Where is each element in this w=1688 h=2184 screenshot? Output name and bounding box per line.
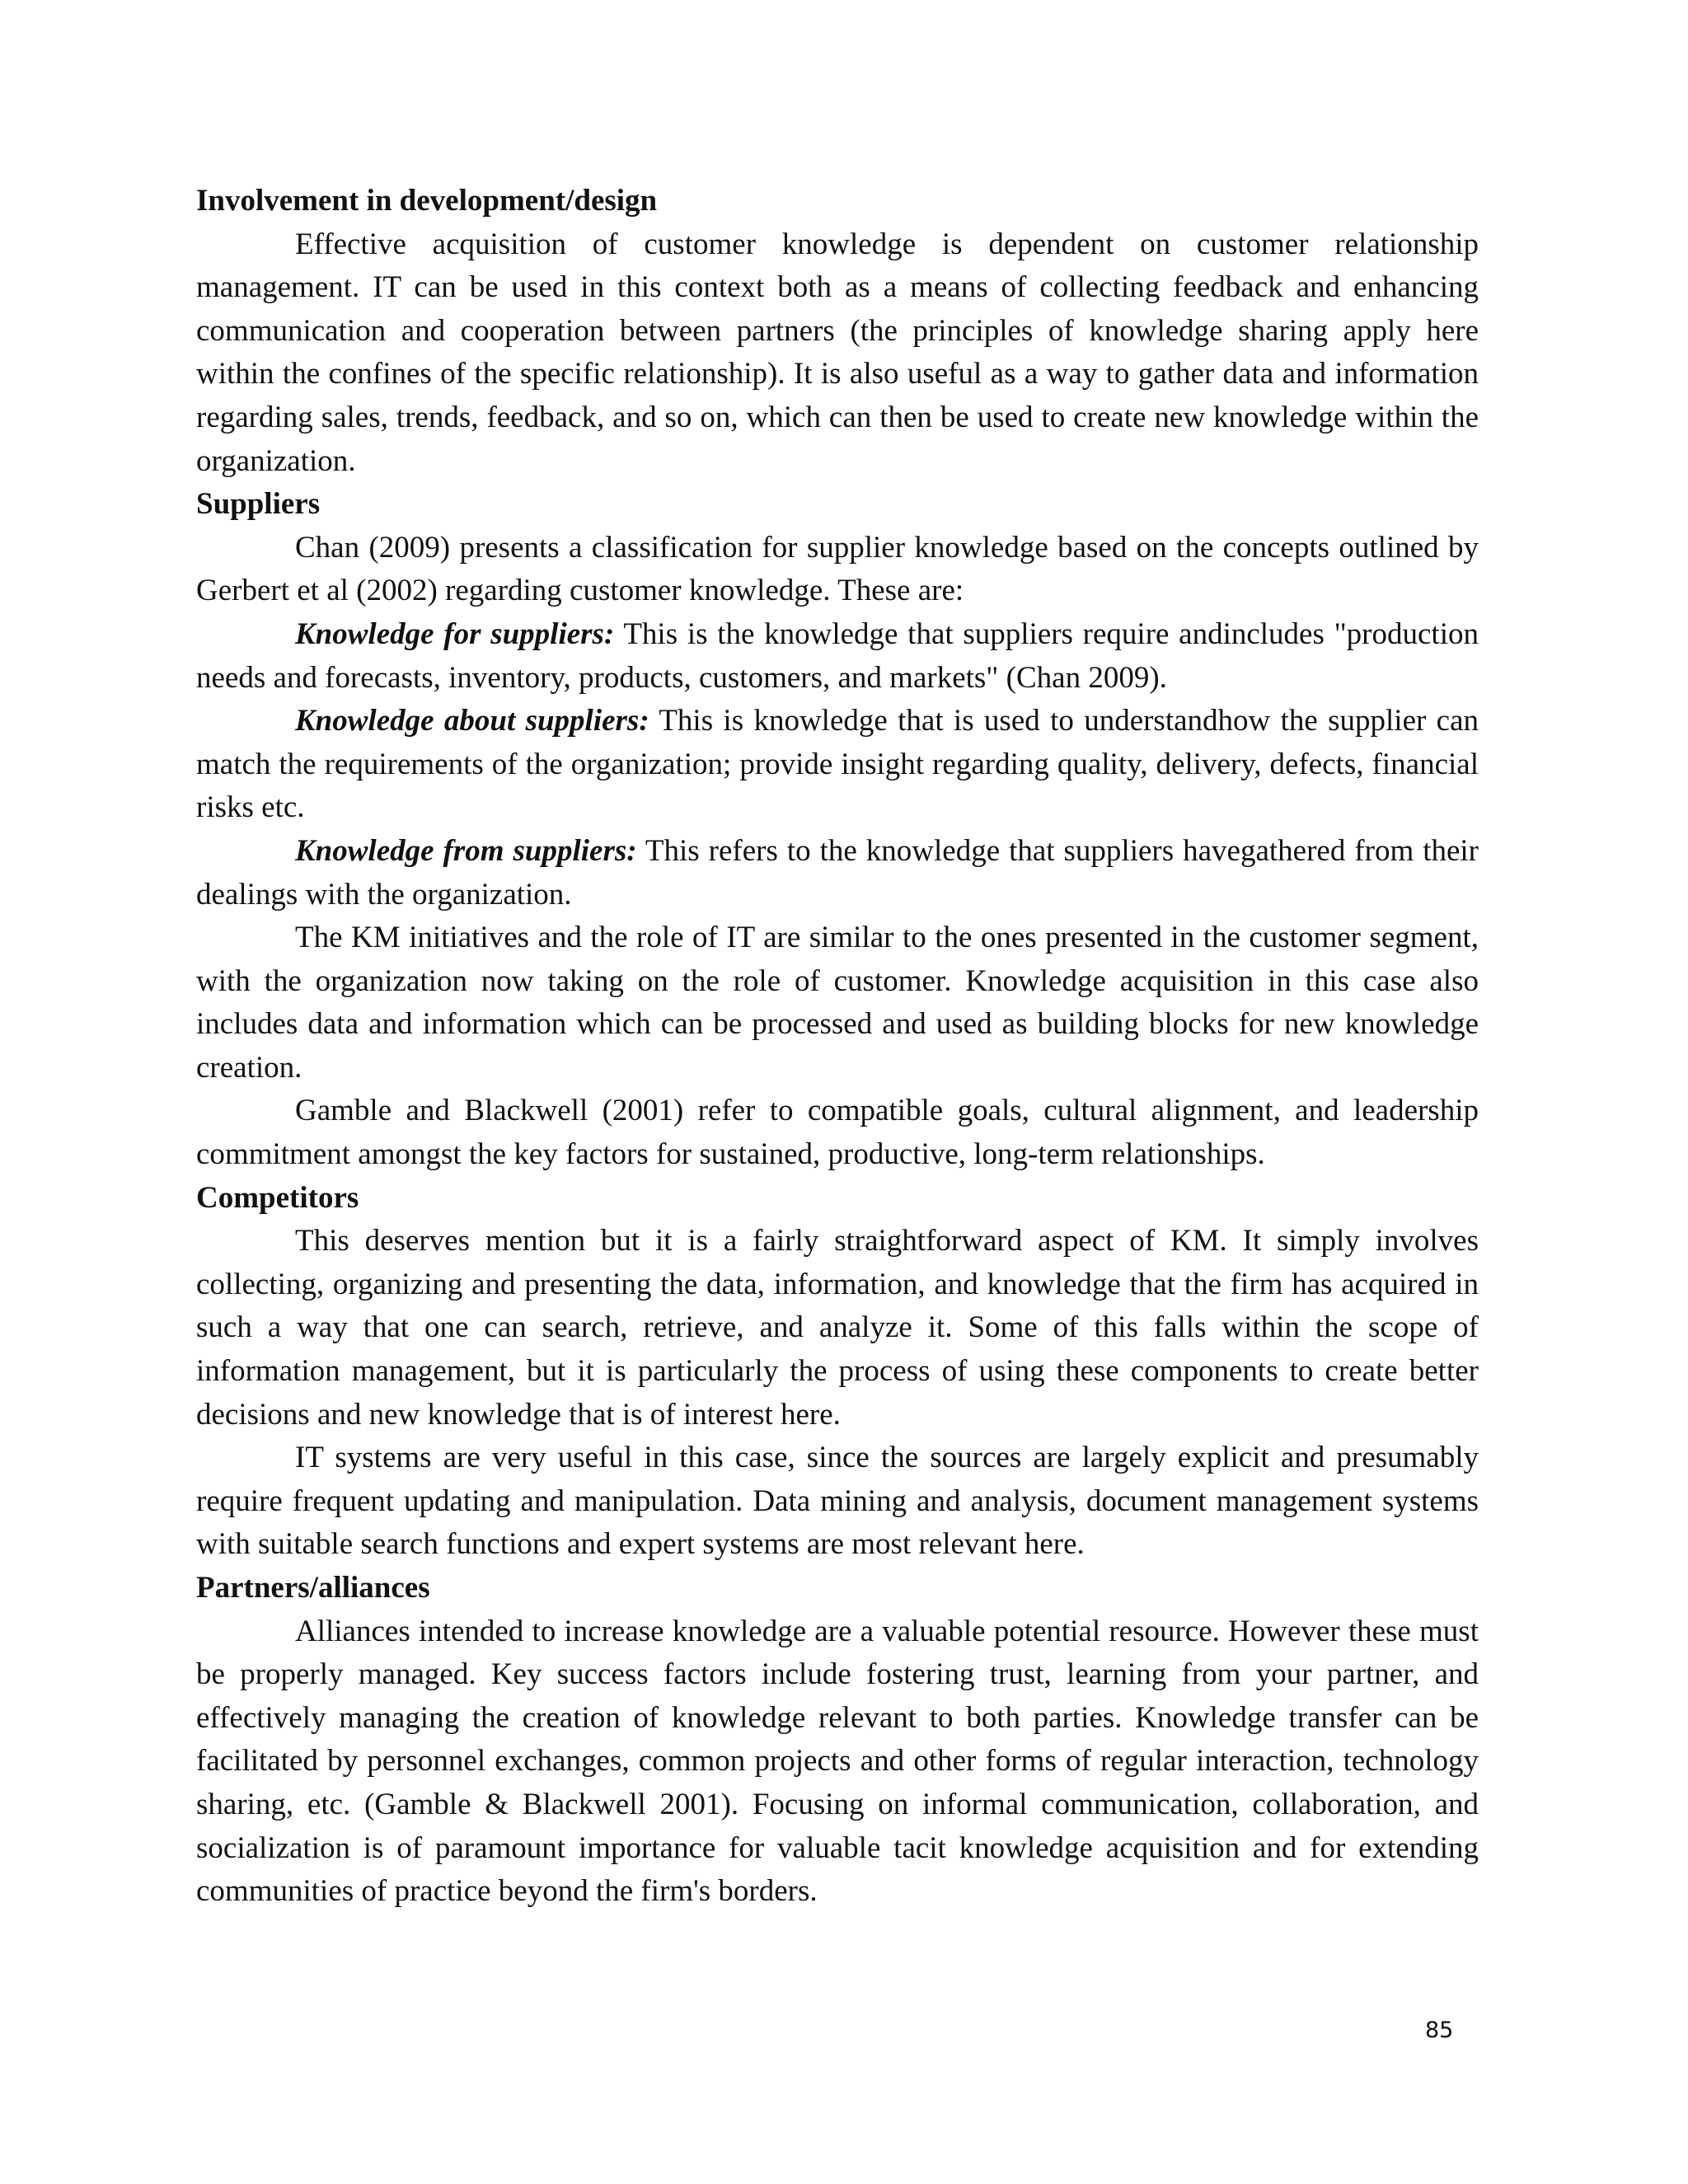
paragraph-knowledge-for-suppliers [196, 613, 1479, 700]
paragraph-suppliers-1: Chan (2009) presents a classification for supplier knowledge based on the concepts outlined by Gerbert et al (2002) regarding customer knowledge. These are: [196, 530, 1479, 608]
paragraph-suppliers-2: The KM initiatives and the role of IT are similar to the ones presented in the customer segment, with the organization now taking on the role of customer. Knowledge acquisition in this case also includes data and information which can be processed and used as building blocks for new knowledge creation. [196, 921, 1479, 1085]
term-knowledge-about-suppliers: Knowledge about suppliers: [295, 704, 649, 738]
section-heading-partners: Partners/alliances [196, 1571, 430, 1605]
term-knowledge-from-suppliers: Knowledge from suppliers: [295, 833, 637, 868]
paragraph-knowledge-about-suppliers [196, 700, 1479, 830]
section-heading-suppliers: Suppliers [196, 487, 321, 522]
definition-knowledge-about-suppliers: This is knowledge that is used to understandhow the supplier can match the requirements of the organization; provide insight regarding quality, delivery, defects, financial risks etc. [196, 704, 1479, 825]
page-body [196, 180, 1479, 1914]
definition-knowledge-from-suppliers: This refers to the knowledge that suppliers havegathered from their dealings with the organization. [196, 833, 1479, 912]
paragraph-involvement-1: Effective acquisition of customer knowledge is dependent on customer relationship management. IT can be used in this context both as a means of collecting feedback and enhancing communication and cooperation between partners (the principles of knowledge sharing apply here within the confines of the specific relationship). It is also useful as a way to gather data and information regarding sales, trends, feedback, and so on, which can then be used to create new knowledge within the organization. [196, 227, 1479, 478]
paragraph-suppliers-3: Gamble and Blackwell (2001) refer to compatible goals, cultural alignment, and leadership commitment amongst the key factors for sustained, productive, long-term relationships. [196, 1094, 1479, 1172]
paragraph-knowledge-from-suppliers [196, 830, 1479, 916]
term-knowledge-for-suppliers: Knowledge for suppliers: [295, 616, 615, 651]
section-heading-competitors: Competitors [196, 1180, 359, 1215]
paragraph-competitors-2: IT systems are very useful in this case, since the sources are largely explicit and presumably require frequent updating and manipulation. Data mining and analysis, document management systems with suitable search functions and expert systems are most relevant here. [196, 1441, 1479, 1562]
section-heading-involvement: Involvement in development/design [196, 184, 658, 218]
definition-knowledge-for-suppliers: This is the knowledge that suppliers require andincludes "production needs and forecasts, inventory, products, customers, and markets" (Chan 2009). [196, 616, 1479, 695]
paragraph-partners-1: Alliances intended to increase knowledge are a valuable potential resource. However these must be properly managed. Key success factors include fostering trust, learning from your partner, and effectively managing the creation of knowledge relevant to both parties. Knowledge transfer can be facilitated by personnel exchanges, common projects and other forms of regular interaction, technology sharing, etc. (Gamble & Blackwell 2001). Focusing on informal communication, collaboration, and socialization is of paramount importance for valuable tacit knowledge acquisition and for extending communities of practice beyond the firm's borders. [196, 1614, 1479, 1909]
page-number: 85 [1425, 2018, 1454, 2043]
paragraph-competitors-1: This deserves mention but it is a fairly straightforward aspect of KM. It simply involves collecting, organizing and presenting the data, information, and knowledge that the firm has acquired in such a way that one can search, retrieve, and analyze it. Some of this falls within the scope of information management, but it is particularly the process of using these components to create better decisions and new knowledge that is of interest here. [196, 1224, 1479, 1432]
